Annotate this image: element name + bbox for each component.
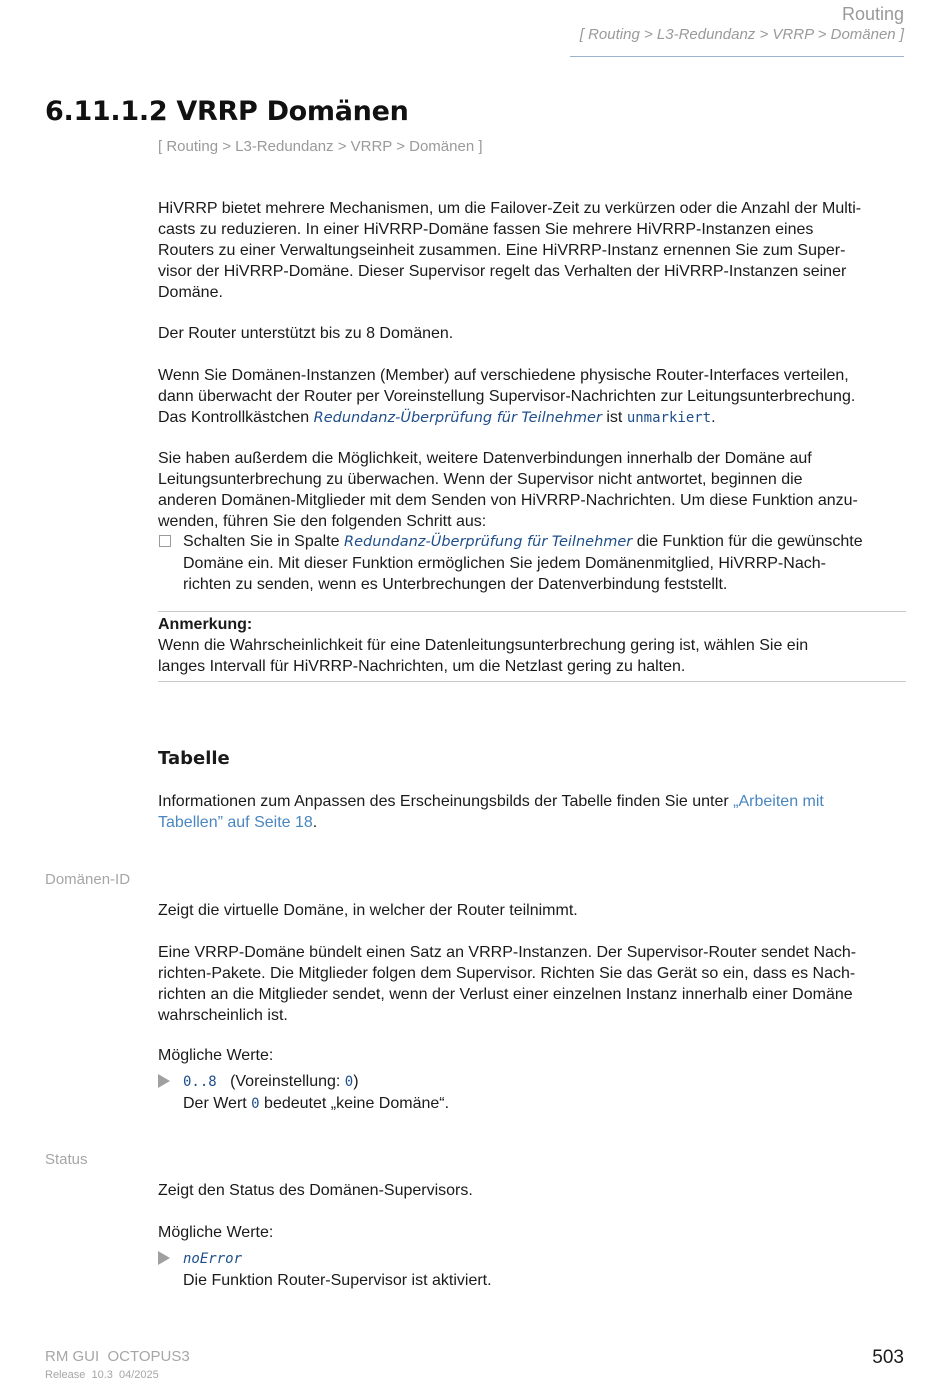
value-range: 0..8 bbox=[183, 1074, 217, 1090]
text-line: wenden, führen Sie den folgenden Schritt aus: bbox=[158, 513, 487, 530]
header-divider bbox=[570, 56, 904, 57]
ui-reference: Redundanz-Überprüfung für Teilnehmer bbox=[313, 410, 602, 426]
intro-paragraph-1 bbox=[158, 198, 906, 303]
status-description: Zeigt den Status des Domänen-Supervisors. bbox=[158, 1182, 473, 1199]
text-line bbox=[183, 531, 883, 553]
text-line: langes Intervall für HiVRRP-Nachrichten, um die Netzlast gering zu halten. bbox=[158, 658, 686, 675]
text-line: Leitungsunterbrechung zu überwachen. Wenn der Supervisor nicht antwortet, beginnen die bbox=[158, 471, 803, 488]
text-run: bedeutet „keine Domäne“. bbox=[259, 1095, 450, 1112]
table-heading: Tabelle bbox=[158, 748, 230, 769]
status-values-label: Mögliche Werte: bbox=[158, 1224, 274, 1241]
value-code: noError bbox=[183, 1251, 243, 1267]
text-line: casts zu reduzieren. In einer HiVRRP-Domäne fassen Sie mehrere HiVRRP-Instanzen eines bbox=[158, 221, 814, 238]
code-value: unmarkiert bbox=[626, 410, 712, 426]
text-run: . bbox=[711, 409, 716, 426]
table-help-link[interactable]: „Arbeiten mit bbox=[733, 793, 824, 810]
section-breadcrumb: [ Routing > L3-Redundanz > VRRP > Domänen ] bbox=[158, 138, 483, 155]
text-line: Wenn die Wahrscheinlichkeit für eine Datenleitungsunterbrechung gering ist, wählen Sie ein bbox=[158, 637, 809, 654]
note-block bbox=[158, 614, 906, 677]
text-run: die Funktion für die gewünschte bbox=[632, 533, 863, 550]
text-line: anderen Domänen-Mitglieder mit dem Senden von HiVRRP-Nachrichten. Um diese Funktion anzu- bbox=[158, 492, 858, 509]
ui-reference: Redundanz-Überprüfung für Teilnehmer bbox=[344, 534, 633, 550]
header-chapter: Routing bbox=[841, 4, 904, 24]
code-value: 0 bbox=[251, 1096, 260, 1112]
text-line bbox=[158, 791, 906, 812]
text-line: Eine VRRP-Domäne bündelt einen Satz an VRRP-Instanzen. Der Supervisor-Router sendet Nach- bbox=[158, 944, 857, 961]
text-run: ist bbox=[601, 409, 627, 426]
text-run: Schalten Sie in Spalte bbox=[183, 533, 344, 550]
text-line: dann überwacht der Router per Voreinstellung Supervisor-Nachrichten zur Leitungsunterbrechung. bbox=[158, 388, 856, 405]
domain-id-values-label: Mögliche Werte: bbox=[158, 1047, 274, 1064]
text-run: ) bbox=[353, 1073, 359, 1090]
text-line bbox=[158, 812, 906, 833]
text-run: Informationen zum Anpassen des Erscheinungsbilds der Tabelle finden Sie unter bbox=[158, 793, 734, 810]
bullet-triangle-icon bbox=[158, 1251, 170, 1265]
step-text bbox=[183, 531, 883, 595]
text-line: wahrscheinlich ist. bbox=[158, 1007, 288, 1024]
table-info bbox=[158, 791, 906, 833]
note-bottom-rule bbox=[158, 681, 906, 682]
text-line: richten zu senden, wenn es Unterbrechungen der Datenverbindung feststellt. bbox=[183, 576, 728, 593]
domain-id-description: Zeigt die virtuelle Domäne, in welcher der Router teilnimmt. bbox=[158, 902, 578, 919]
intro-paragraph-4 bbox=[158, 448, 906, 532]
text-line bbox=[183, 1248, 883, 1270]
bullet-triangle-icon bbox=[158, 1074, 170, 1088]
intro-paragraph-3 bbox=[158, 365, 906, 429]
page-number: 503 bbox=[872, 1347, 904, 1368]
text-line: Domäne ein. Mit dieser Funktion ermöglichen Sie jedem Domänenmitglied, HiVRRP-Nach- bbox=[183, 555, 826, 572]
text-line: Sie haben außerdem die Möglichkeit, weitere Datenverbindungen innerhalb der Domäne auf bbox=[158, 450, 812, 467]
text-run: Der Wert bbox=[183, 1095, 252, 1112]
header-breadcrumb: [ Routing > L3-Redundanz > VRRP > Domänen ] bbox=[579, 26, 904, 43]
footer-document-name: RM GUI OCTOPUS3 bbox=[45, 1348, 190, 1365]
value-content bbox=[183, 1248, 883, 1291]
text-line: richten-Pakete. Die Mitglieder folgen dem Supervisor. Richten Sie das Gerät so ein, dass es Nach- bbox=[158, 965, 856, 982]
text-line: Routers zu einer Verwaltungseinheit zusammen. Eine HiVRRP-Instanz ernennen Sie zum Super- bbox=[158, 242, 846, 259]
domain-id-detail bbox=[158, 942, 906, 1026]
text-line bbox=[183, 1093, 883, 1115]
table-help-link-cont[interactable]: Tabellen” auf Seite 18 bbox=[158, 814, 313, 831]
text-line: Die Funktion Router-Supervisor ist aktiviert. bbox=[183, 1272, 492, 1289]
note-top-rule bbox=[158, 611, 906, 612]
text-line: Wenn Sie Domänen-Instanzen (Member) auf verschiedene physische Router-Interfaces verteilen, bbox=[158, 367, 849, 384]
text-line bbox=[183, 1071, 883, 1093]
page-title: 6.11.1.2 VRRP Domänen bbox=[45, 96, 409, 127]
text-run: Das Kontrollkästchen bbox=[158, 409, 314, 426]
text-run: (Voreinstellung: bbox=[230, 1073, 345, 1090]
step-checkbox-icon bbox=[159, 535, 171, 547]
text-run: . bbox=[312, 814, 318, 831]
footer-release: Release 10.3 04/2025 bbox=[45, 1369, 159, 1381]
field-label-status: Status bbox=[45, 1151, 88, 1168]
text-line: richten an die Mitglieder sendet, wenn der Verlust einer einzelnen Instanz innerhalb einer Domäne bbox=[158, 986, 853, 1003]
text-line: Domäne. bbox=[158, 284, 223, 301]
value-content bbox=[183, 1071, 883, 1115]
note-title: Anmerkung: bbox=[158, 616, 253, 633]
field-label-domain-id: Domänen-ID bbox=[45, 871, 131, 888]
default-value: 0 bbox=[344, 1074, 354, 1090]
text-line bbox=[158, 407, 906, 429]
text-line: HiVRRP bietet mehrere Mechanismen, um die Failover-Zeit zu verkürzen oder die Anzahl der Multi- bbox=[158, 200, 862, 217]
intro-paragraph-2: Der Router unterstützt bis zu 8 Domänen. bbox=[158, 325, 454, 342]
text-line: visor der HiVRRP-Domäne. Dieser Supervisor regelt das Verhalten der HiVRRP-Instanzen seiner bbox=[158, 263, 847, 280]
